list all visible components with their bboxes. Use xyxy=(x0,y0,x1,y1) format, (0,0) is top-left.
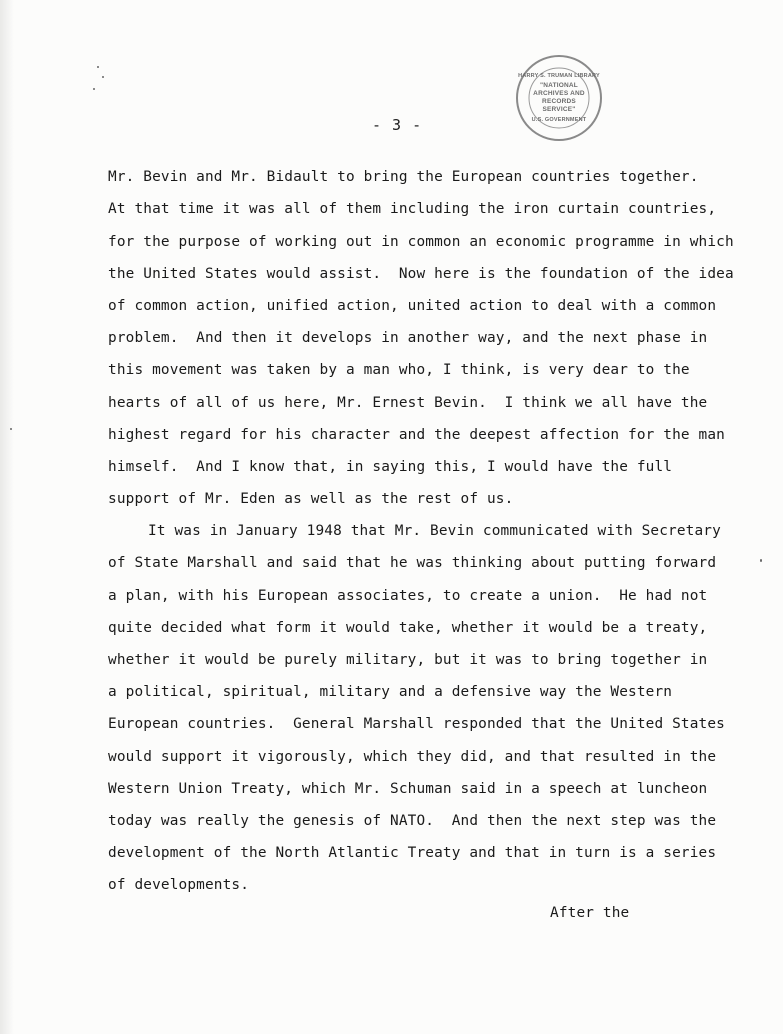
paper-speck xyxy=(10,428,12,430)
text-line: a political, spiritual, military and a defensive way the Western xyxy=(108,684,673,700)
paper-speck xyxy=(93,88,95,90)
paper-speck xyxy=(760,559,762,562)
text-line: of common action, unified action, united action to deal with a common xyxy=(108,298,717,314)
paper-speck xyxy=(97,66,99,68)
text-line: problem. And then it develops in another way, and the next phase in xyxy=(108,330,708,346)
text-line: himself. And I know that, in saying this, I would have the full xyxy=(108,459,673,475)
stamp-line: U.S. GOVERNMENT xyxy=(531,117,587,123)
stamp-line: ARCHIVES AND xyxy=(533,90,585,97)
text-line: European countries. General Marshall responded that the United States xyxy=(108,716,725,732)
text-line: support of Mr. Eden as well as the rest of us. xyxy=(108,491,514,507)
text-line: It was in January 1948 that Mr. Bevin communicated with Secretary xyxy=(148,523,721,539)
text-line: the United States would assist. Now here is the foundation of the idea xyxy=(108,266,734,282)
text-line: development of the North Atlantic Treaty and that in turn is a series xyxy=(108,845,717,861)
text-line: would support it vigorously, which they did, and that resulted in the xyxy=(108,749,717,765)
text-line: this movement was taken by a man who, I think, is very dear to the xyxy=(108,362,690,378)
stamp-text xyxy=(514,53,604,143)
text-line: today was really the genesis of NATO. And then the next step was the xyxy=(108,813,717,829)
page-edge-shadow xyxy=(0,0,14,1034)
text-line: highest regard for his character and the deepest affection for the man xyxy=(108,427,725,443)
stamp-line: HARRY S. TRUMAN LIBRARY xyxy=(518,73,600,79)
text-line: Mr. Bevin and Mr. Bidault to bring the European countries together. xyxy=(108,169,699,185)
continuation-catchword: After the xyxy=(550,905,630,921)
text-line: Western Union Treaty, which Mr. Schuman said in a speech at luncheon xyxy=(108,781,708,797)
text-line: of State Marshall and said that he was thinking about putting forward xyxy=(108,555,717,571)
text-line: a plan, with his European associates, to create a union. He had not xyxy=(108,588,708,604)
paper-speck xyxy=(102,76,104,78)
text-line: quite decided what form it would take, whether it would be a treaty, xyxy=(108,620,708,636)
page-number: - 3 - xyxy=(372,116,423,134)
stamp-line: SERVICE" xyxy=(542,106,576,113)
archive-stamp xyxy=(514,53,604,143)
text-line: of developments. xyxy=(108,877,250,893)
text-line: At that time it was all of them including the iron curtain countries, xyxy=(108,201,717,217)
stamp-line: RECORDS xyxy=(542,98,576,105)
stamp-line: "NATIONAL xyxy=(540,82,578,89)
text-line: whether it would be purely military, but it was to bring together in xyxy=(108,652,708,668)
text-line: for the purpose of working out in common an economic programme in which xyxy=(108,234,734,250)
text-line: hearts of all of us here, Mr. Ernest Bevin. I think we all have the xyxy=(108,395,708,411)
